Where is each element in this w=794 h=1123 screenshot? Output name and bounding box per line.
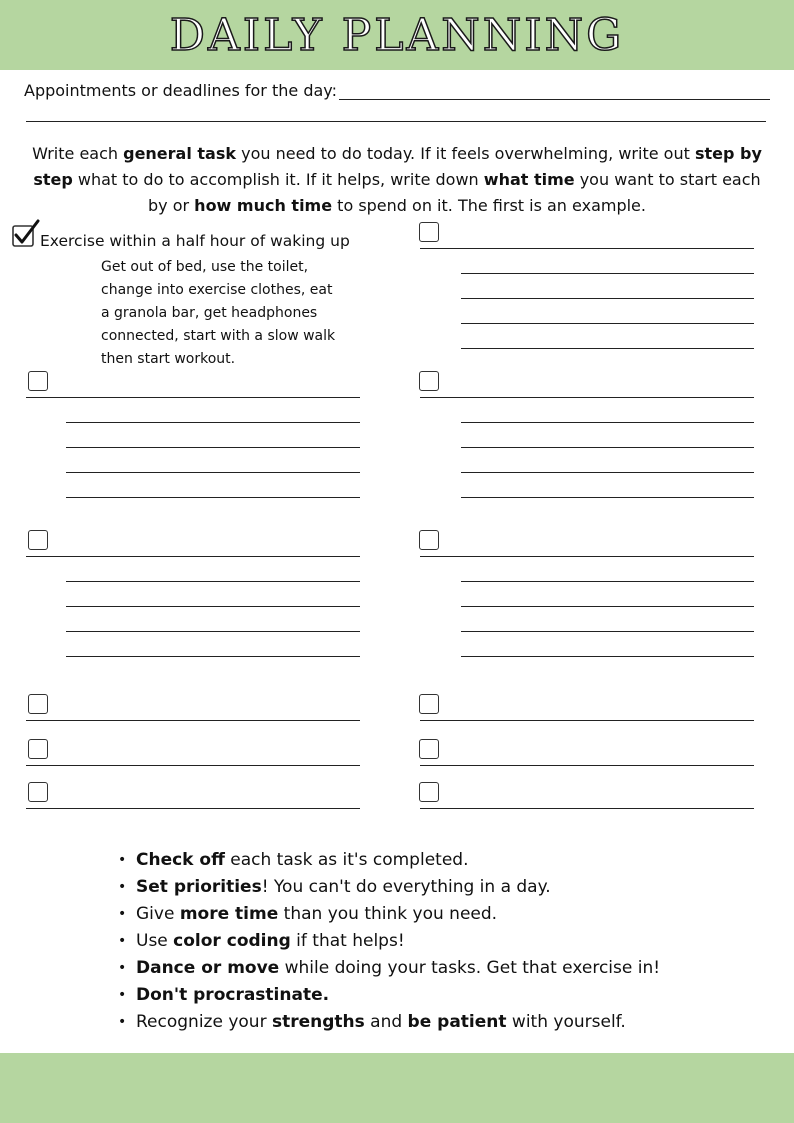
task-checkbox[interactable] — [419, 782, 439, 802]
sub-step-line[interactable] — [66, 581, 360, 582]
sub-step-line[interactable] — [461, 348, 754, 349]
task-checkbox[interactable] — [419, 694, 439, 714]
sub-step-line[interactable] — [461, 631, 754, 632]
task-line[interactable] — [26, 765, 360, 766]
footer-band — [0, 1053, 794, 1123]
sub-step-line[interactable] — [66, 656, 360, 657]
task-line[interactable] — [26, 720, 360, 721]
task-line[interactable] — [26, 556, 360, 557]
task-checkbox[interactable] — [419, 371, 439, 391]
page-title: DAILY PLANNING — [169, 10, 625, 61]
task-line[interactable] — [420, 808, 754, 809]
task-line[interactable] — [26, 808, 360, 809]
sub-step-line[interactable] — [461, 606, 754, 607]
example-task-steps: Get out of bed, use the toilet, change into exercise clothes, eat a granola bar, get headphones connected, start with a slow walk then start workout. — [101, 259, 336, 367]
sub-step-line[interactable] — [461, 422, 754, 423]
sub-step-line[interactable] — [461, 656, 754, 657]
task-line[interactable] — [26, 397, 360, 398]
sub-step-line[interactable] — [461, 298, 754, 299]
tip-item: • Dance or move while doing your tasks. Get that exercise in! — [118, 955, 758, 982]
sub-step-line[interactable] — [461, 581, 754, 582]
task-line[interactable] — [420, 720, 754, 721]
sub-step-line[interactable] — [461, 472, 754, 473]
task-checkbox[interactable] — [419, 739, 439, 759]
sub-step-line[interactable] — [461, 273, 754, 274]
sub-step-line[interactable] — [461, 323, 754, 324]
task-line[interactable] — [420, 765, 754, 766]
sub-step-line[interactable] — [66, 497, 360, 498]
task-checkbox[interactable] — [28, 530, 48, 550]
appointments-label: Appointments or deadlines for the day: — [24, 81, 337, 100]
task-checkbox[interactable] — [28, 694, 48, 714]
appointments-row — [24, 78, 770, 100]
tip-item: • Recognize your strengths and be patient with yourself. — [118, 1009, 758, 1036]
example-task-title: Exercise within a half hour of waking up — [40, 232, 350, 250]
task-line[interactable] — [420, 556, 754, 557]
task-line[interactable] — [420, 248, 754, 249]
task-checkbox[interactable] — [28, 782, 48, 802]
tips-list — [118, 847, 758, 1036]
task-checkbox[interactable] — [419, 530, 439, 550]
tip-item: • Use color coding if that helps! — [118, 928, 758, 955]
appointments-second-line[interactable] — [26, 121, 766, 122]
sub-step-line[interactable] — [66, 631, 360, 632]
sub-step-line[interactable] — [461, 447, 754, 448]
tip-item: • Give more time than you think you need. — [118, 901, 758, 928]
appointments-write-line[interactable] — [339, 81, 770, 100]
sub-step-line[interactable] — [66, 422, 360, 423]
tip-item: • Set priorities! You can't do everything in a day. — [118, 874, 758, 901]
task-checkbox[interactable] — [28, 739, 48, 759]
sub-step-line[interactable] — [66, 606, 360, 607]
sub-step-line[interactable] — [461, 497, 754, 498]
task-checkbox[interactable] — [28, 371, 48, 391]
sub-step-line[interactable] — [66, 472, 360, 473]
task-line[interactable] — [420, 397, 754, 398]
tip-item: • Check off each task as it's completed. — [118, 847, 758, 874]
sub-step-line[interactable] — [66, 447, 360, 448]
tip-item: • Don't procrastinate. — [118, 982, 758, 1009]
checked-checkbox-icon[interactable] — [11, 218, 41, 248]
task-checkbox[interactable] — [419, 222, 439, 242]
instructions-paragraph: Write each general task you need to do today. If it feels overwhelming, write out step by step what to do to accomplish it. If it helps, write down what time you want to start each by or how much time to spend on it. The first is an example. — [32, 144, 762, 215]
